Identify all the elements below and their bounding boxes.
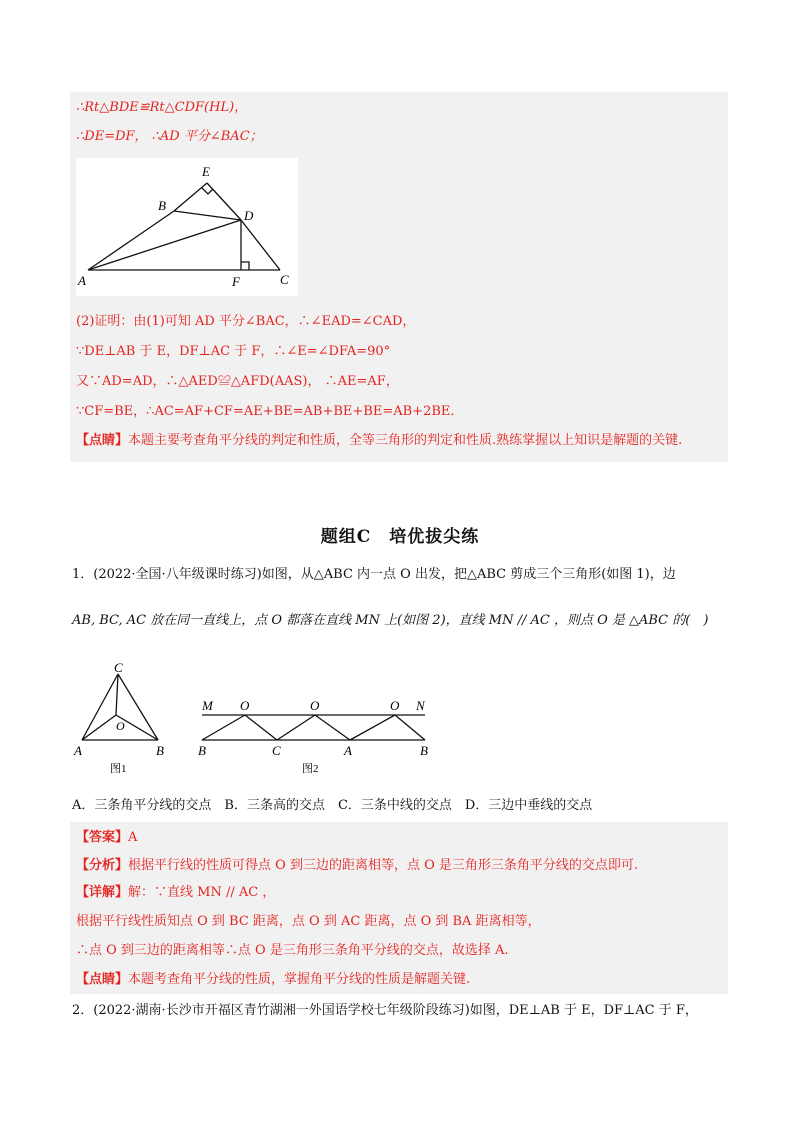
- analysis-text: 根据平行线的性质可得点 O 到三边的距离相等，点 O 是三角形三条角平分线的交点即可.: [128, 858, 638, 873]
- fig2-label-o3: O: [390, 698, 400, 713]
- label-a: A: [78, 273, 86, 288]
- comment-text-q1: 本题考查角平分线的性质，掌握角平分线的性质是解题关键.: [128, 972, 471, 987]
- comment-text: 本题主要考查角平分线的判定和性质，全等三角形的判定和性质.熟练掌握以上知识是解题的关键.: [128, 433, 683, 448]
- fig1-label-o: O: [116, 719, 125, 733]
- answer-tag: 【答案】: [76, 830, 129, 845]
- comment-line-q1: [76, 971, 470, 989]
- question-1-figures-svg: [70, 660, 450, 780]
- fig2-label-c: C: [272, 743, 281, 758]
- question-1-line-2: AB, BC, AC 放在同一直线上，点 O 都落在直线 MN 上(如图 2)，直线 MN // AC ，则点 O 是 △ABC 的( ): [72, 613, 709, 628]
- question-1-figures: [70, 660, 450, 780]
- answer-value: A: [128, 830, 138, 845]
- label-d: D: [244, 208, 254, 223]
- detail-line-3: ∴点 O 到三边的距离相等∴点 O 是三角形三条角平分线的交点，故选择 A.: [76, 943, 509, 958]
- label-c: C: [280, 272, 289, 287]
- detail-tag: 【详解】: [76, 885, 129, 900]
- fig2-label-o1: O: [240, 698, 250, 713]
- question-2-line-1: 2．(2022·湖南·长沙市开福区青竹湖湘一外国语学校七年级阶段练习)如图，DE⊥AB 于 E，DF⊥AC 于 F，: [72, 1003, 698, 1018]
- question-1-line-1: 1．(2022·全国·八年级课时练习)如图，从△ABC 内一点 O 出发，把△ABC 剪成三个三角形(如图 1)，边: [72, 567, 676, 582]
- question-1-options: A．三条角平分线的交点 B．三条高的交点 C．三条中线的交点 D．三边中垂线的交点: [72, 798, 593, 813]
- label-e: E: [202, 164, 210, 179]
- figure-triangle-svg: [76, 158, 298, 296]
- analysis-tag: 【分析】: [76, 858, 129, 873]
- comment-line-top: [76, 432, 682, 450]
- fig2-label-m: M: [202, 698, 213, 713]
- proof-line-1: (2)证明：由(1)可知 AD 平分∠BAC，∴∠EAD=∠CAD，: [76, 314, 416, 329]
- analysis-line: [76, 857, 638, 875]
- proof-line-2: ∵DE⊥AB 于 E，DF⊥AC 于 F，∴∠E=∠DFA=90°: [76, 344, 391, 359]
- proof-line-4: ∵CF=BE，∴AC=AF+CF=AE+BE=AB+BE+BE=AB+2BE．: [76, 404, 464, 419]
- solution-line-2: ∴DE=DF， ∴AD 平分∠BAC；: [76, 129, 263, 144]
- solution-line-1: ∴Rt△BDE≌Rt△CDF(HL)，: [76, 100, 248, 115]
- figure-triangle-abc: [76, 158, 298, 296]
- fig1-caption: 图1: [110, 763, 127, 775]
- detail-line-2: 根据平行线性质知点 O 到 BC 距离，点 O 到 AC 距离，点 O 到 BA 距离相等，: [76, 914, 541, 929]
- section-title: 题组C 培优拔尖练: [320, 527, 480, 547]
- fig2-caption: 图2: [302, 763, 319, 775]
- label-f: F: [232, 274, 240, 289]
- fig2-label-b2: B: [420, 743, 428, 758]
- label-b: B: [158, 198, 166, 213]
- solution-box-q1: [70, 822, 728, 994]
- proof-line-3: 又∵AD=AD，∴△AED≌△AFD(AAS)， ∴AE=AF，: [76, 374, 399, 389]
- fig2-label-b1: B: [198, 743, 206, 758]
- comment-tag: 【点睛】: [76, 433, 129, 448]
- answer-line: [76, 829, 137, 847]
- fig2-label-n: N: [416, 698, 425, 713]
- fig1-label-a: A: [74, 743, 82, 758]
- fig2-label-o2: O: [310, 698, 320, 713]
- fig1-label-c: C: [114, 660, 123, 675]
- comment-tag-q1: 【点睛】: [76, 972, 129, 987]
- fig2-label-a: A: [344, 743, 352, 758]
- detail-line-1: [76, 884, 275, 902]
- detail-text-1: 解：∵直线 MN // AC ，: [128, 885, 276, 900]
- fig1-label-b: B: [156, 743, 164, 758]
